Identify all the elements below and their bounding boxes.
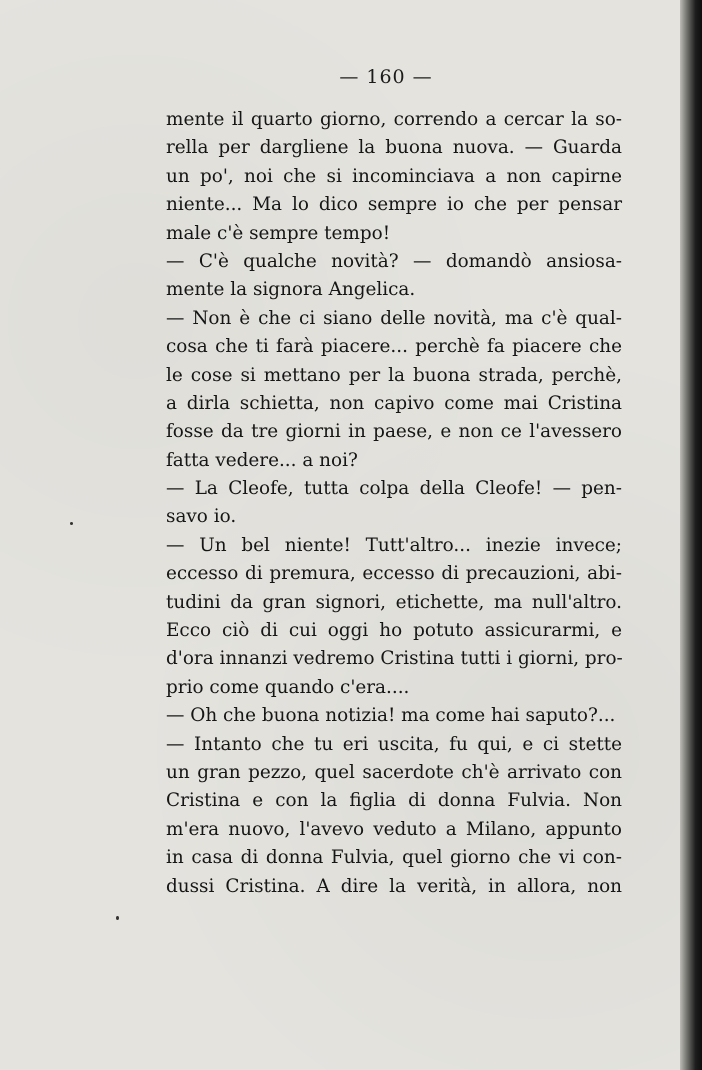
text-line: d'ora innanzi vedremo Cristina tutti i giorni, pro-	[166, 648, 623, 670]
text-line: — La Cleofe, tutta colpa della Cleofe! — pen-	[166, 478, 622, 500]
text-line: le cose si mettano per la buona strada, perchè,	[166, 364, 622, 386]
page-number: — 160 —	[339, 66, 433, 88]
text-line: m'era nuovo, l'avevo veduto a Milano, appunto	[166, 818, 622, 840]
text-line: mente il quarto giorno, correndo a cercar la so-	[166, 109, 622, 130]
text-line: male c'è sempre tempo!	[166, 222, 391, 244]
text-line: savo io.	[166, 506, 237, 528]
text-line: tudini da gran signori, etichette, ma null'altro.	[166, 591, 622, 613]
text-line: mente la signora Angelica.	[166, 279, 416, 301]
text-line: — C'è qualche novità? — domandò ansiosa-	[166, 250, 622, 272]
text-line: un po', noi che si incominciava a non capirne	[166, 165, 622, 187]
text-line: a dirla schietta, non capivo come mai Cristina	[166, 392, 622, 414]
text-line: cosa che ti farà piacere... perchè fa piacere che	[166, 336, 622, 358]
text-line: eccesso di premura, eccesso di precauzioni, abi-	[166, 563, 622, 585]
text-line: — Oh che buona notizia! ma come hai saputo?...	[166, 705, 616, 727]
text-line: — Un bel niente! Tutt'altro... inezie invece;	[166, 534, 622, 556]
text-line: un gran pezzo, quel sacerdote ch'è arrivato con	[166, 761, 622, 783]
text-line: — Non è che ci siano delle novità, ma c'è qual-	[166, 307, 622, 329]
text-line: in casa di donna Fulvia, quel giorno che vi con-	[166, 847, 622, 869]
text-line: dussi Cristina. A dire la verità, in allora, non	[166, 875, 622, 897]
text-line: — Intanto che tu eri uscita, fu qui, e ci stette	[166, 733, 622, 755]
text-line: fatta vedere... a noi?	[166, 449, 358, 471]
text-line: Ecco ciò di cui oggi ho potuto assicurarmi, e	[166, 620, 622, 642]
book-spine-shadow	[680, 0, 702, 1070]
ink-speck	[116, 916, 119, 920]
text-line: fosse da tre giorni in paese, e non ce l'avessero	[166, 421, 622, 443]
text-line: rella per dargliene la buona nuova. — Guarda	[166, 137, 622, 159]
text-line: prio come quando c'era....	[166, 676, 410, 698]
text-line: Cristina e con la figlia di donna Fulvia. Non	[166, 790, 622, 812]
body-text	[166, 106, 622, 901]
text-line: niente... Ma lo dico sempre io che per pensar	[166, 194, 622, 216]
ink-speck	[70, 522, 73, 525]
